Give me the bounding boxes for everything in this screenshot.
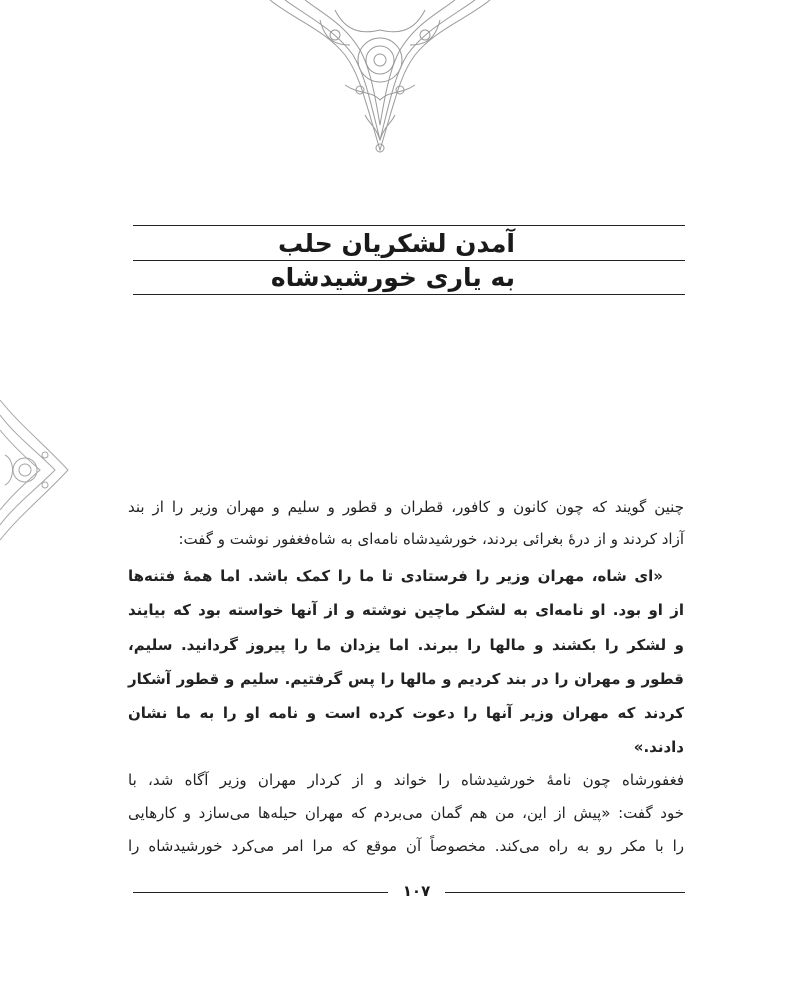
paragraph-2-line-2: خود گفت: «پیش از این، من هم گمان می‌بردم که مهران حیله‌ها می‌سازد و کارهایی [128,804,684,822]
footer-rule-right [445,892,685,893]
page-footer [133,882,685,902]
letter-line-4: قطور و مهران را در بند کردیم و مالها را پس گرفتیم. سلیم و قطور آشکار [128,670,684,688]
paragraph-2-line-1: فغفورشاه چون نامهٔ خورشیدشاه را خواند و از کردار مهران وزیر آگاه شد، با [128,771,684,789]
page-number: ۱۰۷ [402,882,431,900]
chapter-title-line-1: آمدن لشکریان حلب [278,229,515,258]
footer-rule-left [133,892,388,893]
letter-line-6: دادند.» [633,738,684,756]
paragraph-1-line-2: آزاد کردند و از درهٔ بغرائی بردند، خورشیدشاه نامه‌ای به شاه‌فغفور نوشت و گفت: [178,530,684,548]
side-ornament-icon [0,395,70,545]
paragraph-2-line-3: را با مکر رو به راه می‌کند. مخصوصاً آن موقع که مرا امر می‌کرد خورشیدشاه را [128,837,684,855]
body-text [128,0,684,1000]
letter-line-5: کردند که مهران وزیر آنها را دعوت کرده است و نامه او را به ما نشان [128,704,684,722]
letter-line-1: «ای شاه، مهران وزیر را فرستادی تا ما را کمک باشد. اما همهٔ فتنه‌ها [128,567,663,585]
paragraph-1-line-1: چنین گویند که چون کانون و کافور، قطران و قطور و سلیم و مهران وزیر را از بند [128,498,684,516]
chapter-title-line-2: به یاری خورشیدشاه [270,263,515,292]
letter-line-3: و لشکر را بکشند و مالها را ببرند. اما یزدان ما را پیروز گردانید. سلیم، [128,636,684,654]
letter-line-2: از او بود. او نامه‌ای به لشکر ماچین نوشته و از آنها خواسته بود که بیایند [128,601,684,619]
